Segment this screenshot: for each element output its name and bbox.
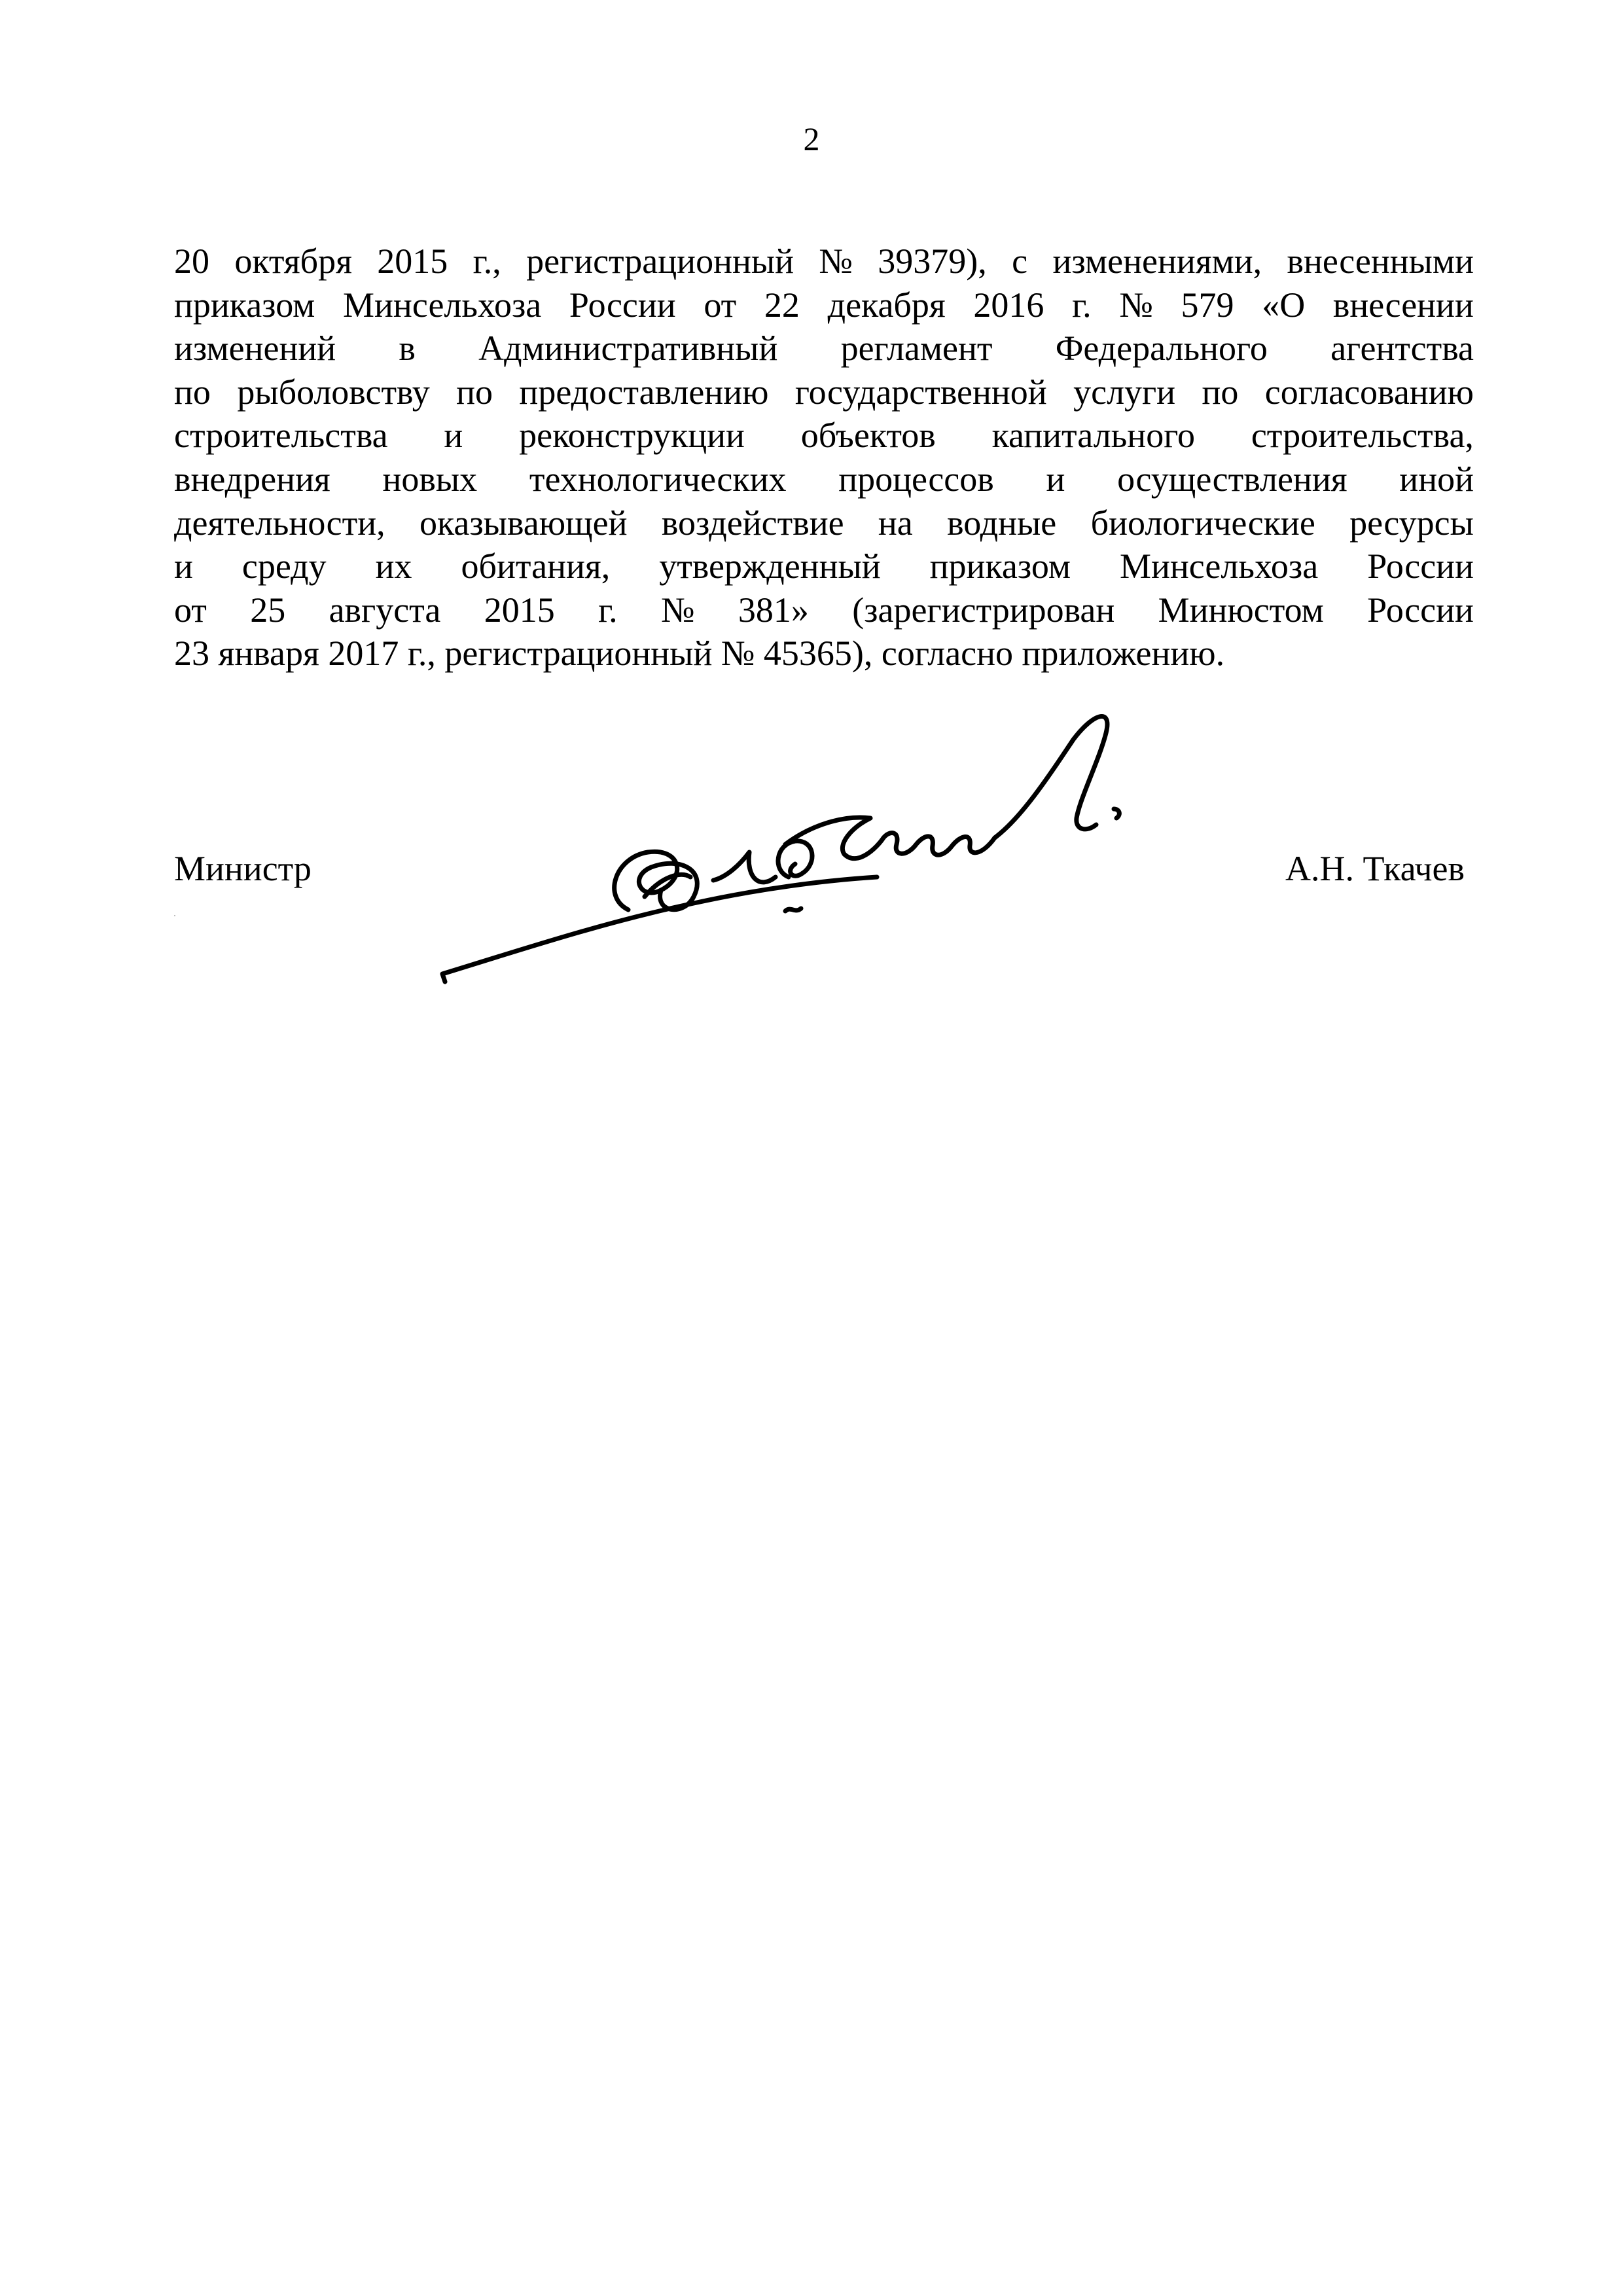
body-text [174,240,1474,675]
text-line: по рыболовству по предоставлению государственной услуги по согласованию [174,372,1474,412]
text-line: приказом Минсельхоза России от 22 декабря 2016 г. № 579 «О внесении [174,285,1474,325]
scan-artifact [174,915,175,916]
signatory-title: Министр [174,849,312,888]
text-line-last: 23 января 2017 г., регистрационный № 45365), согласно приложению. [174,634,1225,673]
text-line: изменений в Административный регламент Федерального агентства [174,329,1474,368]
page-number: 2 [803,120,820,157]
text-line: от 25 августа 2015 г. № 381» (зарегистрирован Минюстом России [174,590,1474,630]
text-line: строительства и реконструкции объектов капитального строительства, [174,416,1474,456]
text-line: деятельности, оказывающей воздействие на водные биологические ресурсы [174,503,1474,543]
signatory-name: А.Н. Ткачев [1285,849,1465,888]
text-line: 20 октября 2015 г., регистрационный № 39379), с изменениями, внесенными [174,242,1474,281]
handwritten-signature [419,681,1270,1021]
text-line: и среду их обитания, утвержденный приказом Минсельхоза России [174,547,1474,586]
text-line: внедрения новых технологических процессов и осуществления иной [174,459,1474,499]
